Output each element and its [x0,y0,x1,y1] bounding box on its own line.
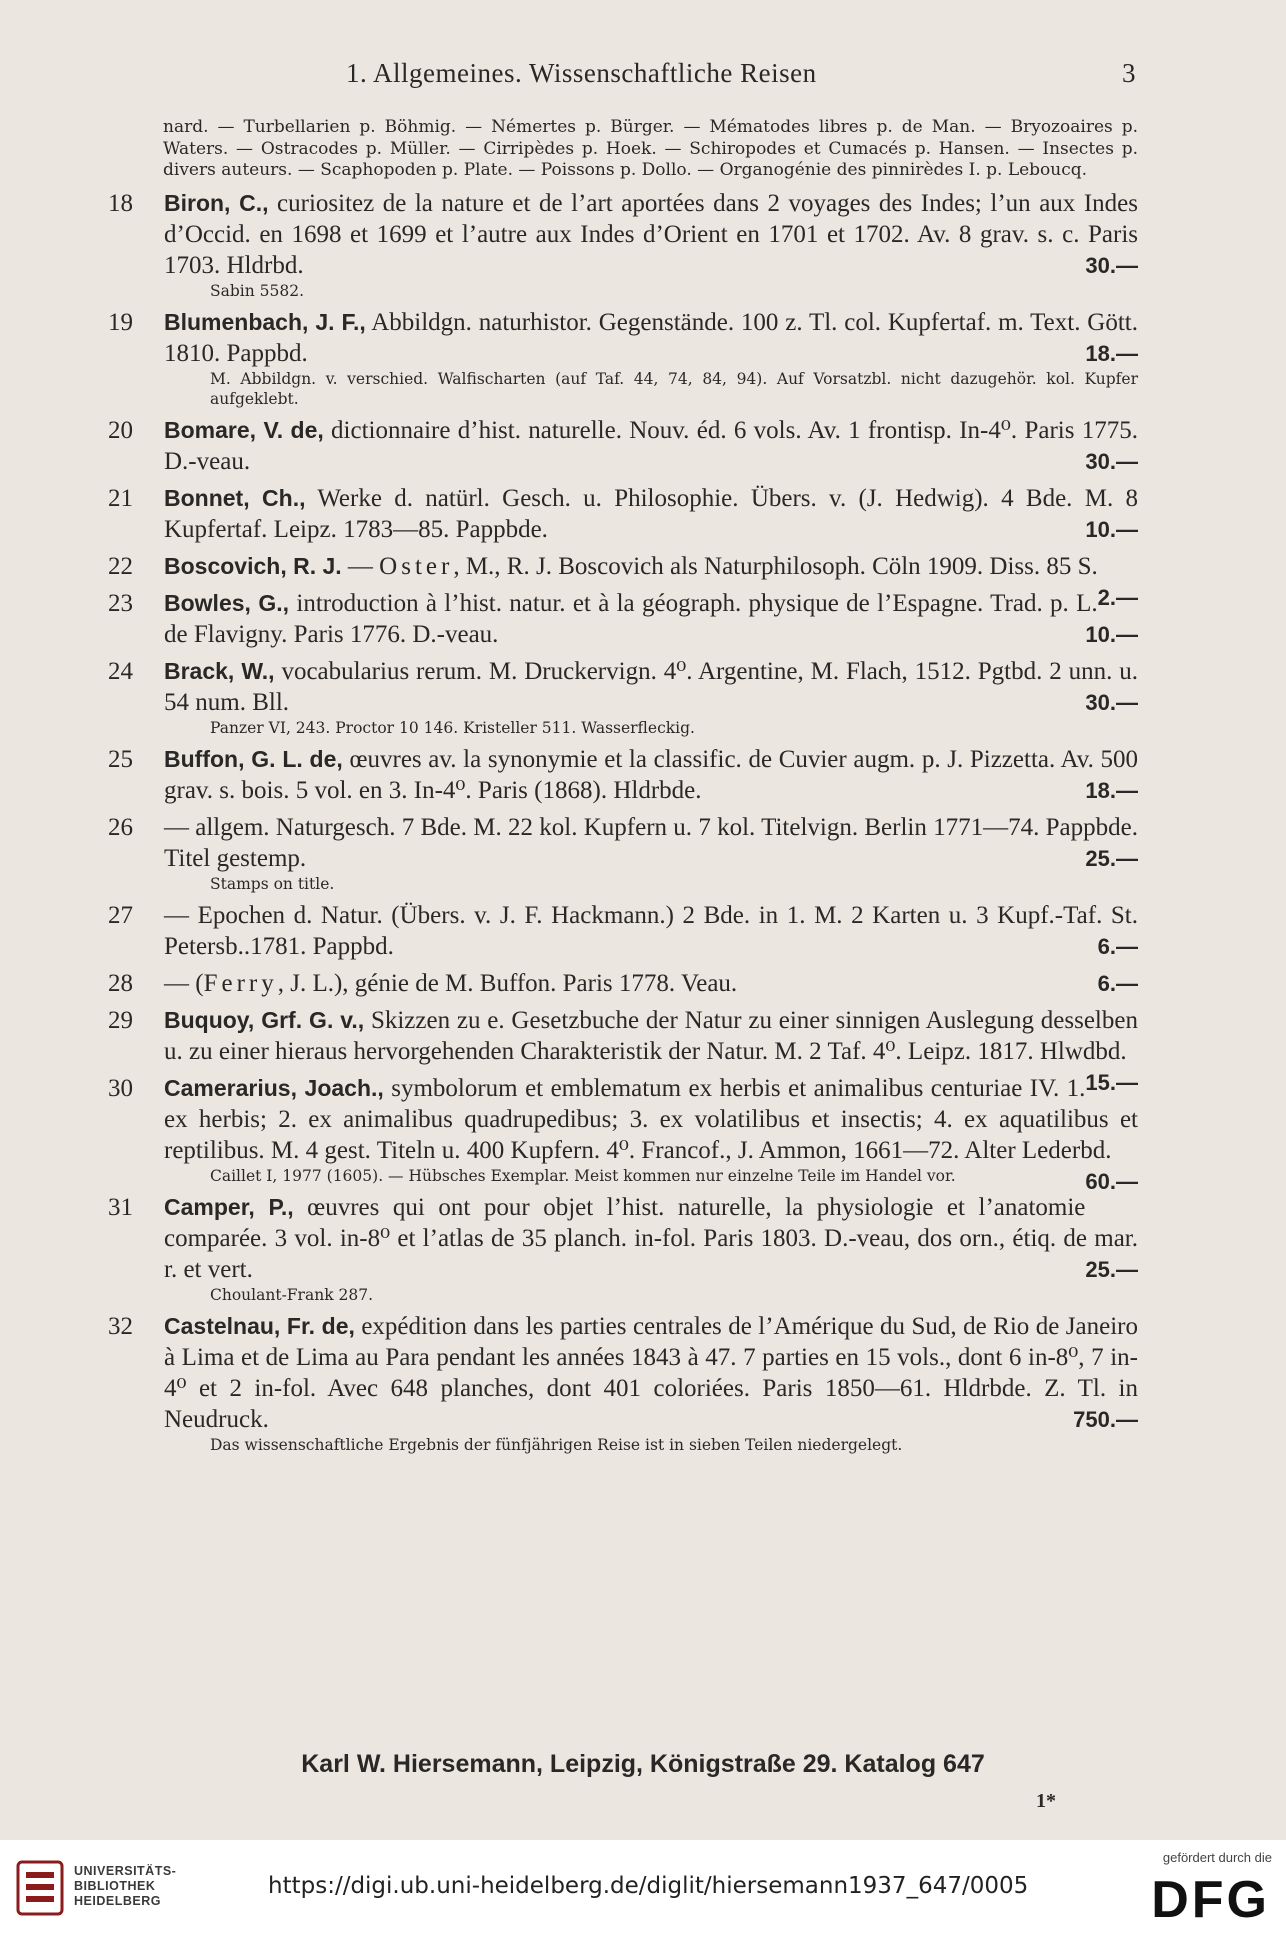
entry-author: Bomare, V. de, [164,416,324,443]
entry-note: Sabin 5582. [210,281,305,300]
entry-description: Abbildgn. naturhistor. Gegenstände. 100 z. Tl. col. Kupfertaf. m. Text. Gött. 1810. Pappbd. [164,308,1138,367]
publisher-footer: Karl W. Hiersemann, Leipzig, Königstraße 29. Katalog 647 [301,1750,985,1778]
entry-author: Boscovich, R. J. [164,552,342,579]
entry-note: Panzer VI, 243. Proctor 10 146. Kristeller 511. Wasserfleckig. [210,718,695,737]
entry-price: 18.— [1085,777,1138,803]
catalog-entry [100,1192,1138,1305]
entry-body [164,307,1138,369]
entry-number: 20 [108,416,133,444]
entry-note: M. Abbildgn. v. verschied. Walfischarten (auf Taf. 44, 74, 84, 94). Auf Vorsatzbl. nicht dazugehör. kol. Kupfer aufgeklebt. [210,369,1138,408]
entry-price: 15.— [1085,1069,1138,1095]
entry-description: — Epochen d. Natur. (Übers. v. J. F. Hackmann.) 2 Bde. in 1. M. 2 Karten u. 3 Kupf.-Taf. St. Petersb..1781. Pappbd. [164,901,1138,960]
entry-author: Bowles, G., [164,589,290,616]
entry-note: Choulant-Frank 287. [210,1285,374,1304]
entry-author: Biron, C., [164,189,269,216]
entry-price: 25.— [1085,1256,1138,1282]
entry-description: , M., R. J. Boscovich als Naturphilosoph. Cöln 1909. Diss. 85 S. [453,552,1098,580]
entry-author: Brack, W., [164,657,275,684]
entry-author: Buquoy, Grf. G. v., [164,1006,365,1033]
entry-number: 27 [108,901,133,929]
entry-description: Werke d. natürl. Gesch. u. Philosophie. Übers. v. (J. Hedwig). 4 Bde. M. 8 Kupfertaf. Leipz. 1783—85. Pappbde. [164,484,1138,543]
entry-price: 2.— [1097,584,1138,610]
document-url-link[interactable]: https://digi.ub.uni-heidelberg.de/diglit/hiersemann1937_647/0005 [268,1873,1029,1899]
signature-mark: 1* [1036,1790,1056,1812]
entry-body [164,483,1138,545]
entry-body [164,744,1138,806]
entry-number: 21 [108,484,133,512]
entry-number: 19 [108,308,133,336]
entry-body [164,188,1138,281]
entry-author: Bonnet, Ch., [164,484,306,511]
entry-number: 22 [108,552,133,580]
entry-number: 25 [108,745,133,773]
entry-price: 10.— [1085,621,1138,647]
entry-description: œuvres qui ont pour objet l’hist. naturelle, la physiologie et l’anatomie comparée. 3 vol. in-8⁰ et l’atlas de 35 planch. in-fol. Paris 1803. D.-veau, dos orn., étiq. de mar. r. et vert. [164,1193,1138,1283]
entry-number: 23 [108,589,133,617]
entry-number: 31 [108,1193,133,1221]
entry-price: 18.— [1085,340,1138,366]
entry-price: 6.— [1097,970,1138,996]
entry-note: Caillet I, 1977 (1605). — Hübsches Exemplar. Meist kommen nur einzelne Teile im Handel vor. [210,1166,956,1185]
running-head-title: 1. Allgemeines. Wissenschaftliche Reisen [346,58,817,88]
entry-price: 750.— [1073,1406,1138,1432]
entry-price: 30.— [1085,252,1138,278]
entry-price: 30.— [1085,689,1138,715]
catalog-entry [100,1311,1138,1455]
entry-number: 29 [108,1006,133,1034]
continuation-text: nard. — Turbellarien p. Böhmig. — Némertes p. Bürger. — Mématodes libres p. de Man. — Bryozoaires p. Waters. — Ostracodes p. Müller. — Cirripèdes p. Hoek. — Schiropodes et Cumacés p. Hansen. — Insectes p. divers auteurs. — Scaphopoden p. Plate. — Poissons p. Dollo. — Organogénie des pinnirèdes I. p. Leboucq. [163,117,1138,180]
entry-description: curiositez de la nature et de l’art aportées dans 2 voyages des Indes; l’un aux Indes d’Occid. en 1698 et 1699 et l’autre aux Indes d’Orient en 1701 et 1702. Av. 8 grav. s. c. Paris 1703. Hldrbd. [164,189,1138,279]
library-name: UNIVERSITÄTS- BIBLIOTHEK HEIDELBERG [74,1864,177,1908]
catalog-entry [100,656,1138,738]
entry-text-prefix: — ( [164,969,204,997]
entry-author: Buffon, G. L. de, [164,745,343,772]
catalog-text [100,117,1138,1455]
funded-by-label: gefördert durch die [1162,1850,1272,1865]
catalog-entry [100,744,1138,806]
catalog-entry [100,588,1138,650]
entry-author: Camerarius, Joach., [164,1074,384,1101]
catalog-entry [100,1073,1138,1194]
catalog-entry [100,307,1138,409]
entry-body [164,588,1138,650]
dfg-logo: DFG [1151,1871,1270,1929]
entry-number: 18 [108,189,133,217]
entry-price: 10.— [1085,516,1138,542]
entry-body [164,415,1138,477]
running-head [346,58,1286,89]
entry-description: vocabularius rerum. M. Druckervign. 4⁰. Argentine, M. Flach, 1512. Pgtbd. 2 unn. u. 54 num. Bll. [164,657,1138,716]
entry-price: 30.— [1085,448,1138,474]
catalog-entry [100,900,1138,962]
entry-author: Castelnau, Fr. de, [164,1312,355,1339]
entry-number: 32 [108,1312,133,1340]
entry-description: symbolorum et emblematum ex herbis et animalibus centuriae IV. 1. ex herbis; 2. ex animalibus quadrupedibus; 3. ex volatilibus et insectis; 4. ex aquatilibus et reptilibus. M. 4 gest. Titeln u. 400 Kupfern. 4⁰. Francof., J. Ammon, 1661—72. Alter Lederbd. [164,1074,1138,1164]
entry-spaced-name: Ferry [203,969,278,997]
catalog-entry [100,812,1138,894]
catalog-entry [100,188,1138,301]
entry-description: , J. L.), génie de M. Buffon. Paris 1778. Veau. [277,969,738,997]
catalog-entry [100,483,1138,545]
viewer-bar [0,1840,1286,1939]
entry-body [164,1311,1138,1435]
entry-price: 25.— [1085,845,1138,871]
university-seal-icon [14,1858,66,1918]
page-number: 3 [1122,58,1136,88]
entry-body [164,812,1138,874]
catalog-entry [100,415,1138,477]
entry-body [164,1192,1138,1285]
entry-description: Skizzen zu e. Gesetzbuche der Natur zu einer sinnigen Auslegung desselben u. zu einer hieraus hervorgehenden Charakteristik der Natur. M. 2 Taf. 4⁰. Leipz. 1817. Hlwdbd. [164,1006,1138,1065]
entry-description: — allgem. Naturgesch. 7 Bde. M. 22 kol. Kupfern u. 7 kol. Titelvign. Berlin 1771—74. Pappbde. Titel gestemp. [164,813,1138,872]
entry-description: dictionnaire d’hist. naturelle. Nouv. éd. 6 vols. Av. 1 frontisp. In-4⁰. Paris 1775. D.-veau. [164,416,1138,475]
entry-number: 24 [108,657,133,685]
entry-price: 6.— [1097,933,1138,959]
entry-number: 30 [108,1074,133,1102]
entry-note: Das wissenschaftliche Ergebnis der fünfjährigen Reise ist in sieben Teilen niedergelegt. [210,1435,903,1454]
entry-description: expédition dans les parties centrales de l’Amérique du Sud, de Rio de Janeiro à Lima et de Lima au Para pendant les années 1843 à 47. 7 parties en 15 vols., dont 6 in-8⁰, 7 in-4⁰ et 2 in-fol. Avec 648 planches, dont 401 coloriées. Paris 1850—61. Hldrbde. Z. Tl. in Neudruck. [164,1312,1138,1433]
entry-number: 28 [108,969,133,997]
catalog-entry [100,968,1138,999]
entry-body [164,900,1138,962]
entry-body [164,968,1138,999]
entry-author: Blumenbach, J. F., [164,308,366,335]
entry-text-prefix: — [341,552,380,580]
entry-note: Stamps on title. [210,874,335,893]
entry-price: 60.— [1085,1168,1138,1194]
entry-description: introduction à l’hist. natur. et à la géograph. physique de l’Espagne. Trad. p. L. de Flavigny. Paris 1776. D.-veau. [164,589,1098,648]
entry-spaced-name: Oster [379,552,454,580]
entry-author: Camper, P., [164,1193,294,1220]
entry-number: 26 [108,813,133,841]
entry-list [100,188,1138,1455]
entry-body [164,656,1138,718]
entry-description: œuvres av. la synonymie et la classific. de Cuvier augm. p. J. Pizzetta. Av. 500 grav. s. bois. 5 vol. en 3. In-4⁰. Paris (1868). Hldrbde. [164,745,1138,804]
